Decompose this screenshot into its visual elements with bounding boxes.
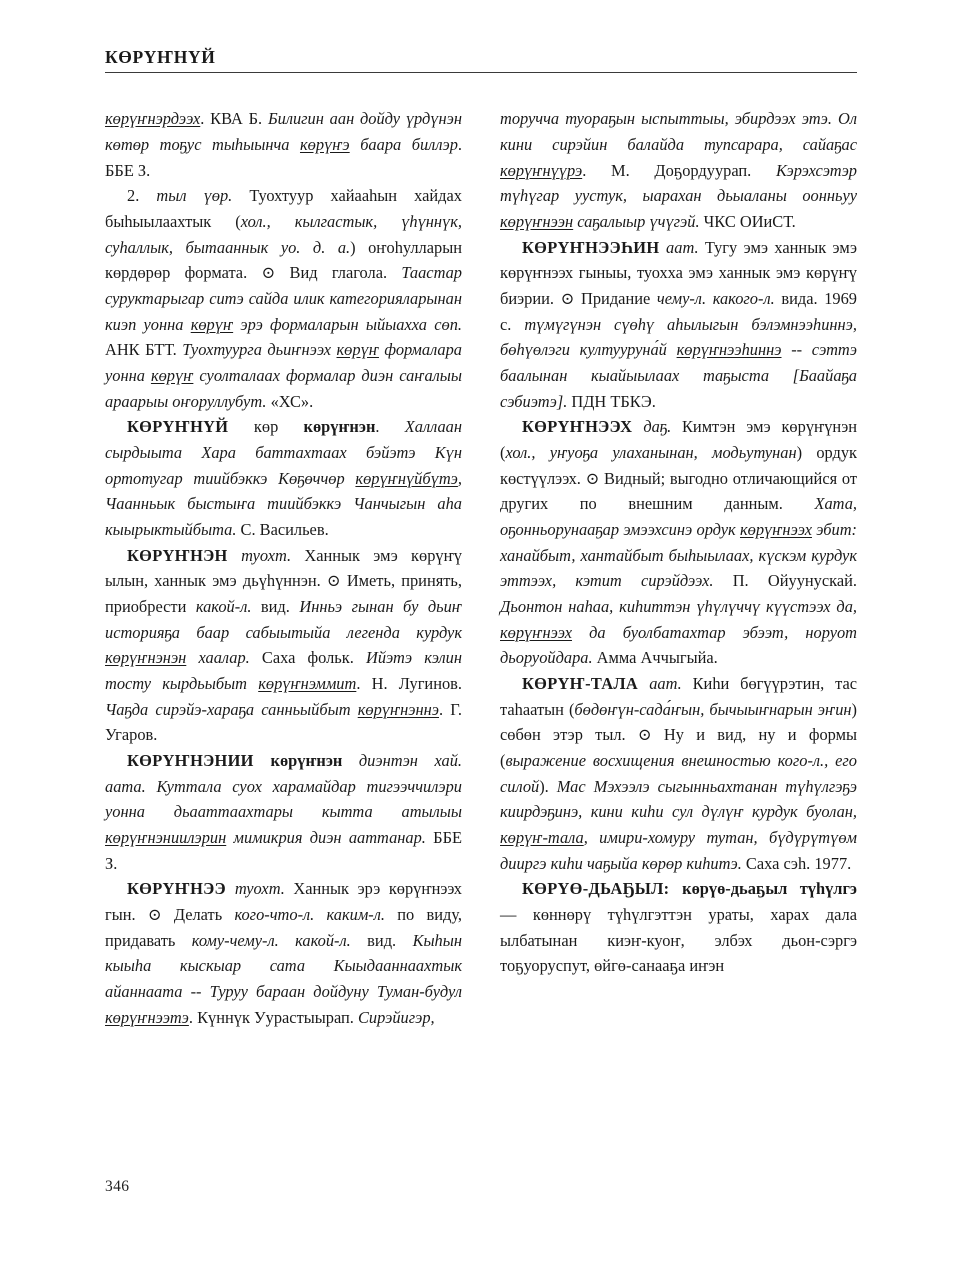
italic-run: мимикрия диэн ааттанар.	[226, 828, 426, 848]
text-run: Туохтуур хайааһын хайдах быһыылаахтык (	[105, 186, 462, 231]
underlined-cited-form: көрүҥ	[190, 314, 234, 334]
underlined-cited-form: көрүҥнэниилэрин	[105, 828, 227, 848]
italic-run: Билигин аан дойду үрдүнэн көтөр тоҕус тыһыынча	[105, 109, 462, 154]
left-column	[105, 106, 462, 1030]
text-run: — көннөрү түһүлгэттэн ураты, харах дала ылбатынан киэҥ-куоҥ, элбэх дьон-сэргэ тоҕуоруспут, өйгө-санааҕа иҥэн	[500, 905, 857, 976]
italic-run: хаалар.	[186, 648, 250, 668]
entry-sense-2	[105, 183, 462, 414]
italic-run: Кэрэхсэтэр түһүгар уустук, ыарахан дьыаланы оонньуу	[500, 160, 857, 206]
italic-run: түмүгүнэн сүөһү аһылыгын бэлэмнээһиннэ, бөһүөлэги култууруна́й	[500, 314, 857, 360]
underlined-cited-form: көрүҥнэннэ	[357, 699, 439, 719]
italic-run: эбит: ханайбыт, хантайбыт быһыылаах, күскэм курдук эттээх, кэтит сирэйдээх.	[500, 520, 857, 591]
text-run: . ББЕ З.	[105, 134, 462, 180]
entry-entry-korunneeh	[500, 414, 857, 671]
entry-entry-korunnee	[105, 876, 462, 1030]
text-run: 2.	[127, 186, 157, 206]
right-column	[500, 106, 857, 1030]
underlined-cited-form: көрүҥнэммит	[258, 674, 357, 694]
text-run: Амма Аччыгыйа.	[592, 648, 718, 668]
text-run: .	[375, 417, 405, 437]
entry-entry-koruo-dyagyl	[500, 876, 857, 979]
underlined-cited-form: көрүҥнэнэн	[105, 648, 187, 668]
italic-run: аат.	[666, 237, 699, 257]
italic-run: кому-чему-л. какой-л.	[191, 930, 351, 950]
entry-entry-korunnuy	[105, 414, 462, 542]
text-run: Саха сэһ. 1977.	[741, 853, 852, 873]
text-run: көр	[253, 417, 304, 437]
text-run: Киһи бөгүүрэтин, тас таһаатын (	[500, 674, 858, 719]
italic-run: Туохтуурга дьиҥнээх	[182, 340, 337, 360]
text-run: по виду, придавать	[105, 905, 462, 950]
headword: КӨРҮҤНЭНИИ	[127, 751, 271, 771]
italic-run: Ийэтэ кэлин тосту кырдьыбыт	[105, 648, 463, 694]
italic-run: формалара уонна	[105, 340, 462, 385]
underlined-cited-form: көрүҥнээн	[500, 211, 574, 231]
text-run: ) оҥоһулларын көрдөрөр формата. ⊙ Вид глагола.	[105, 237, 462, 283]
headword: КӨРҮҤНЭЭХ	[522, 417, 644, 437]
italic-run: Хата, оҕонньорунааҕар эмээхсинэ ордук	[500, 494, 857, 539]
entry-entry-korun-tala	[500, 671, 857, 876]
underlined-cited-form: көрүҥнээх	[739, 520, 812, 539]
text-run: ЧКС ОИиСТ.	[699, 211, 796, 231]
italic-run: какой-л.	[195, 597, 252, 617]
italic-run: диэнтэн хай. аата.	[105, 751, 462, 796]
italic-run: суолталаах формалар диэн саҥалыы араарыы оҥоруллубут.	[105, 365, 463, 411]
two-column-body	[105, 106, 857, 1030]
text-run: .	[188, 1007, 193, 1027]
entry-entry-korunnen	[105, 543, 462, 748]
italic-run: , Чаанньык быстыҥа тиийбэккэ Чанчыгын аһа кыырыктыйбыта.	[105, 468, 462, 539]
italic-run: торучча туораҕын ыспыттыы, эбирдээх этэ. Ол кини сирэйин балайда тупсарара, сайаҕас	[500, 109, 857, 154]
text-run: ) ордук көстүүлээх. ⊙ Видный; выгодно отличающийся от других по внешним данным.	[500, 442, 857, 514]
italic-run: кого-что-л. каким-л.	[234, 905, 386, 925]
underlined-cited-form: көрүҥнүүрэ	[500, 160, 583, 180]
italic-run: -- сэттэ баалынан кыайыылаах таҕыста [	[500, 340, 857, 385]
italic-run: саҕалыыр үчүгэй.	[573, 211, 700, 231]
italic-run: Инньэ гынан бу дьиҥ историяҕа баар сабыытыйа легенда курдук	[105, 597, 462, 642]
underlined-cited-form: көрүҥнэрдээх	[105, 109, 201, 129]
italic-run: туохт.	[241, 545, 292, 565]
italic-run: да буолбатахтар эбээт, норуот дьоруойдара.	[500, 622, 857, 668]
page-number: 346	[105, 1178, 130, 1195]
headword: КӨРҮҤНҮЙ	[127, 417, 254, 437]
headword: КӨРҮҤНЭЭҺИН	[522, 237, 667, 257]
underlined-cited-form: көрүҥнээһиннэ	[676, 340, 782, 360]
italic-run: аат.	[649, 674, 682, 694]
underlined-cited-form: көрүҥ	[150, 365, 194, 385]
italic-run: Кыһын кыыһа кыскыар сата Кыыдааннаахтык айаннаата -- Туруу бараан дойдуну Туман-будул	[105, 930, 462, 1002]
italic-run: Таастар суруктарыгар ситэ сайда илик категорияларынан киэп уонна	[105, 263, 462, 334]
text-run: Саха фольк.	[249, 648, 366, 668]
text-run: вид.	[251, 597, 300, 617]
text-run: вида. 1969 с.	[500, 288, 857, 334]
text-run: АНК БТТ.	[105, 340, 183, 360]
page-content	[105, 48, 857, 1030]
italic-run: Халлаан сырдыыта Хара баттахтаах бэйэтэ Күн ортотугар тиийбэккэ Көҕөччөр	[105, 417, 463, 488]
text-run: Кимтэн эмэ көрүҥүнэн (	[500, 417, 858, 462]
entry-cont-korunnuure	[500, 106, 857, 234]
italic-run: Чаҕда сирэйэ-хараҕа санньыйбыт	[105, 699, 358, 719]
headword: КӨРҮҤНЭН	[127, 545, 242, 565]
italic-run: ].	[556, 391, 568, 411]
text-run: Тугу эмэ ханнык эмэ көрүҥнээх гыныы, туохха эмэ ханнык эмэ көрүҥү биэрии. ⊙ Придание	[500, 237, 858, 308]
header-rule	[105, 72, 857, 73]
italic-run: туохт.	[234, 879, 285, 899]
text-run: . Г. Угаров.	[105, 699, 462, 745]
italic-run: Баайаҕа сэбиэтэ	[500, 365, 857, 411]
entry-entry-korunnenii	[105, 748, 462, 876]
italic-run: эрэ формаларын ыйыахха сөп.	[233, 314, 462, 334]
entry-entry-korunneehin	[500, 235, 857, 415]
text-run: Күннүк Уурастыырап.	[193, 1007, 358, 1027]
italic-run: хол., уҥуоҕа улаханынан, модьутунан	[505, 442, 797, 462]
italic-run: Сирэйигэр,	[357, 1007, 435, 1027]
text-run: . М. Доҕордуурап.	[582, 160, 776, 180]
italic-run: выражение восхищения внешностью кого-л., его силой	[500, 751, 857, 796]
italic-run: Мас Мэхээлэ сыгынньахтанан түһүлгэҕэ киирдэҕинэ, кини киһи сул дүлүҥ курдук буолан,	[500, 776, 858, 822]
underlined-cited-form: көрүҥнээх	[500, 622, 572, 642]
text-run: . КВА Б.	[200, 109, 268, 129]
running-head: КӨРҮҤНҮЙ	[105, 47, 216, 67]
headword: КӨРҮҤНЭЭ	[127, 879, 235, 899]
text-run: П. Ойуунускай.	[713, 571, 858, 591]
headword: КӨРҮӨ-ДЬАҔЫЛ:	[522, 879, 683, 899]
italic-run: Дьонтон наһаа, киһиттэн үһүлүччү күүстээх да,	[500, 597, 857, 617]
headword: КӨРҮҤ-ТАЛА	[522, 674, 650, 694]
underlined-cited-form: көрүҥ-тала	[500, 828, 584, 848]
underlined-cited-form: көрүҥ	[336, 340, 379, 360]
text-run: . Н. Лугинов.	[356, 674, 462, 694]
italic-run: баара биллэр	[349, 134, 458, 154]
italic-run: бөдөҥүн-сада́ҥын, бычыыҥнарын эҥин	[574, 699, 852, 719]
text-run: ББЕ З.	[105, 828, 462, 873]
italic-run: Куттала суох харамайдар тигээччилэри уонна дьааттаахтары кытта атылыы	[105, 776, 462, 822]
text-run: «ХС».	[266, 391, 314, 411]
underlined-cited-form: көрүҥнүйбүтэ	[355, 468, 458, 488]
italic-run: даҕ.	[643, 417, 672, 437]
text-run: вид.	[350, 930, 413, 950]
text-run: С. Васильев.	[236, 520, 329, 539]
bold-reference-run: көрүҥнэн	[303, 417, 376, 437]
text-run: Ханнык эмэ көрүҥү ылын, ханнык эмэ дьүһүннэн. ⊙ Иметь, принять, приобрести	[105, 545, 462, 617]
text-run: ) сөбөн этэр тыл. ⊙ Ну и вид, ну и формы (	[500, 699, 857, 771]
text-run: ПДН ТБКЭ.	[567, 391, 656, 411]
underlined-cited-form: көрүҥнээтэ	[105, 1007, 189, 1027]
text-run: ).	[539, 776, 557, 796]
underlined-cited-form: көрүҥэ	[299, 134, 350, 154]
italic-run: хол., кылгастык, үһүннүк, суһаллык, бытааннык уо. д. а.	[105, 211, 462, 257]
text-run	[146, 777, 157, 796]
bold-reference-run: көрүө-дьаҕыл түһүлгэ	[682, 879, 857, 899]
italic-run: тыл үөр.	[156, 186, 233, 206]
entry-cont-korunnerdeeh	[105, 106, 462, 183]
italic-run: чему-л. какого-л.	[656, 288, 775, 308]
italic-run: , имири-хомуру тутан, бүдүрүтүөм дииргэ киһи чаҕыйа көрөр киһитэ.	[500, 828, 857, 873]
text-run: Ханнык эрэ көрүҥнээх гын. ⊙ Делать	[105, 879, 462, 925]
bold-reference-run: көрүҥнэн	[270, 751, 359, 771]
